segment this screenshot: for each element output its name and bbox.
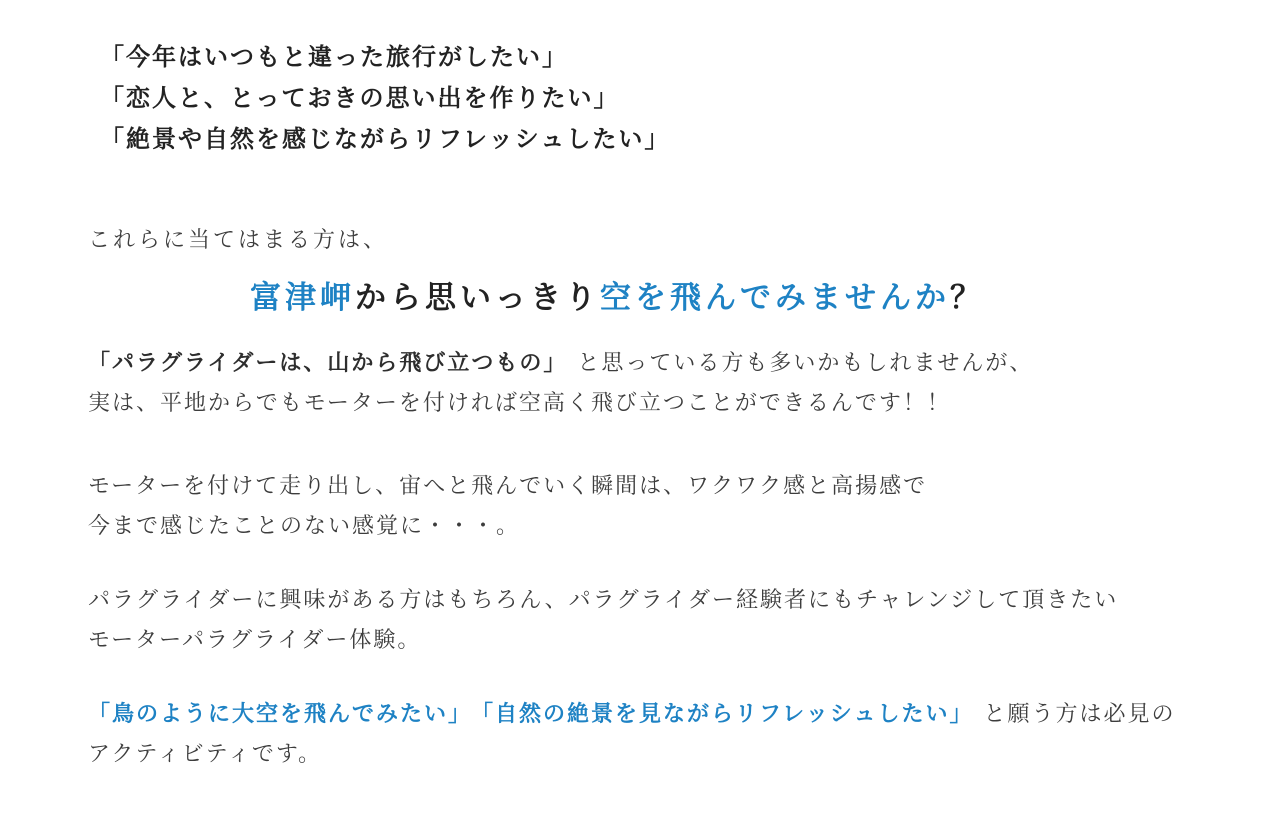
- paragraph-line: [88, 343, 1033, 384]
- paragraph-misconception: [88, 343, 1033, 424]
- headline-segment-middle: から思いっきり: [355, 280, 600, 316]
- paragraph-line: アクティビティです。: [88, 742, 323, 767]
- quoted-phrase-blue: 「自然の絶景を見ながらリフレッシュしたい」: [482, 701, 974, 727]
- intro-quote-line: 「絶景や自然を感じながらリフレッシュしたい」: [100, 124, 671, 153]
- headline-segment-fly: 空を飛んでみませんか: [600, 280, 950, 316]
- paragraph-line: モーターを付けて走り出し、宙へと飛んでいく瞬間は、ワクワク感と高揚感で: [88, 474, 928, 499]
- lead-in-text: これらに当てはまる方は、: [88, 228, 389, 253]
- paragraph-line: [88, 694, 1176, 735]
- quoted-phrase: 「パラグライダーは、山から飛び立つもの」: [88, 350, 568, 376]
- headline-segment-location: 富津岬: [250, 280, 355, 316]
- paragraph-line: モーターパラグライダー体験。: [88, 628, 422, 653]
- paragraph-line: 実は、平地からでもモーターを付ければ空高く飛び立つことができるんです！！: [88, 391, 951, 416]
- intro-quote-block: [100, 36, 670, 159]
- paragraph-target-audience: [88, 581, 1118, 661]
- paragraph-takeoff-feeling: [88, 467, 927, 547]
- quoted-phrase-blue: 「鳥のように大空を飛んでみたい」: [88, 701, 473, 727]
- headline-segment-question-mark: ？: [950, 280, 985, 316]
- headline: [250, 275, 985, 321]
- intro-quote-line: 「今年はいつもと違った旅行がしたい」: [100, 42, 568, 71]
- paragraph-text: と願う方は必見の: [983, 702, 1176, 727]
- intro-quote-line: 「恋人と、とっておきの思い出を作りたい」: [100, 83, 620, 112]
- paragraph-must-see-activity: [88, 694, 1176, 775]
- paragraph-line: 今まで感じたことのない感覚に・・・。: [88, 514, 521, 539]
- paragraph-text: と思っている方も多いかもしれませんが、: [577, 351, 1034, 376]
- paragraph-line: パラグライダーに興味がある方はもちろん、パラグライダー経験者にもチャレンジして頂きたい: [88, 588, 1119, 613]
